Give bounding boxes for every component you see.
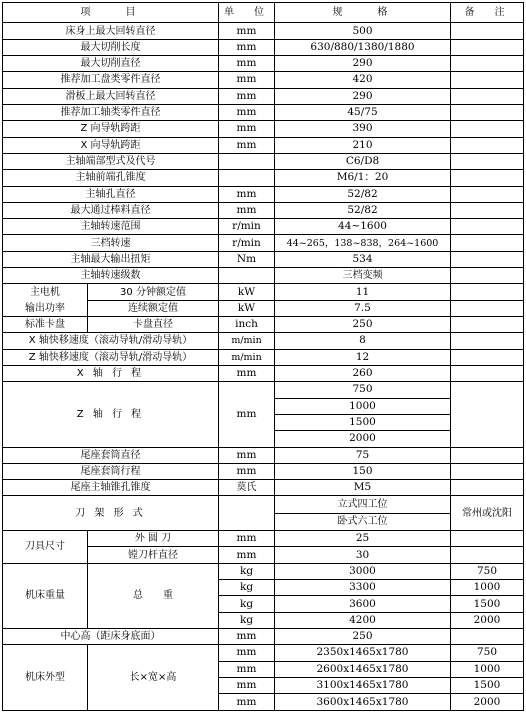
table-row	[3, 153, 524, 169]
row-unit: mm	[219, 186, 275, 202]
row-item: 主轴孔直径	[3, 186, 219, 202]
row-unit: r/min	[219, 235, 275, 251]
row-spec: 44~265，138~838，264~1600	[275, 235, 451, 251]
row-spec: 630/880/1380/1880	[275, 39, 451, 55]
row-spec: 390	[275, 121, 451, 137]
table-row	[3, 56, 524, 72]
row-remark	[451, 628, 524, 644]
row-remark	[451, 251, 524, 267]
row-spec: 52/82	[275, 202, 451, 218]
table-row	[3, 170, 524, 186]
row-remark	[451, 365, 524, 381]
motor-label-line-1: 主电机	[30, 286, 60, 298]
row-item: 中心高（距床身底面）	[3, 628, 219, 644]
row-remark	[451, 547, 524, 563]
row-remark	[451, 268, 524, 284]
row-unit	[219, 170, 275, 186]
row-spec: 420	[275, 72, 451, 88]
table-row	[3, 382, 524, 398]
row-item: 最大通过棒料直径	[3, 202, 219, 218]
row-unit: mm	[219, 202, 275, 218]
header-spec: 规 格	[275, 3, 451, 23]
row-remark: 1500	[451, 677, 524, 693]
z-travel-item: Z 轴 行 程	[3, 382, 219, 447]
row-remark	[451, 480, 524, 496]
turret-remark: 常州或沈阳	[451, 496, 524, 531]
row-item: 连续额定值	[88, 300, 219, 316]
table-row	[3, 219, 524, 235]
row-spec: 260	[275, 365, 451, 381]
row-remark	[451, 202, 524, 218]
row-unit: mm	[219, 56, 275, 72]
row-unit: mm	[219, 121, 275, 137]
row-unit: kW	[219, 284, 275, 300]
row-item: X 向导轨跨距	[3, 137, 219, 153]
row-spec: 2000	[275, 431, 451, 447]
row-spec: 750	[275, 382, 451, 398]
row-item: 滑板上最大回转直径	[3, 88, 219, 104]
row-remark: 750	[451, 563, 524, 579]
z-travel-unit: mm	[219, 382, 275, 447]
row-remark	[451, 300, 524, 316]
row-remark	[451, 447, 524, 463]
table-row	[3, 463, 524, 479]
table-row	[3, 628, 524, 644]
table-row	[3, 480, 524, 496]
row-spec: 534	[275, 251, 451, 267]
table-row	[3, 251, 524, 267]
row-unit: mm	[219, 39, 275, 55]
header-item: 项 目	[3, 3, 219, 23]
row-item: 30 分钟额定值	[88, 284, 219, 300]
table-row	[3, 235, 524, 251]
row-spec: 7.5	[275, 300, 451, 316]
row-spec: 1000	[275, 398, 451, 414]
row-item: 尾座套筒行程	[3, 463, 219, 479]
row-item: 推荐加工轴类零件直径	[3, 104, 219, 120]
row-item: 最大切削直径	[3, 56, 219, 72]
dims-item: 长×宽×高	[88, 645, 219, 711]
row-item: 主轴转速范围	[3, 219, 219, 235]
row-spec: 30	[275, 547, 451, 563]
row-spec: 3000	[275, 563, 451, 579]
row-unit: mm	[219, 694, 275, 711]
row-item: 主轴最大输出扭矩	[3, 251, 219, 267]
table-row	[3, 317, 524, 333]
table-row	[3, 23, 524, 39]
row-spec: 45/75	[275, 104, 451, 120]
row-unit: kW	[219, 300, 275, 316]
row-spec: 25	[275, 531, 451, 547]
row-item: 尾座主轴锥孔锥度	[3, 480, 219, 496]
row-unit: mm	[219, 547, 275, 563]
row-unit: mm	[219, 628, 275, 644]
row-item: 三档转速	[3, 235, 219, 251]
row-remark	[451, 88, 524, 104]
row-unit: mm	[219, 661, 275, 677]
row-spec: 210	[275, 137, 451, 153]
row-unit: mm	[219, 447, 275, 463]
row-item: X 轴 行 程	[3, 365, 219, 381]
table-row	[3, 333, 524, 349]
row-remark: 1500	[451, 596, 524, 612]
weight-item: 总 重	[88, 563, 219, 628]
row-remark	[451, 153, 524, 169]
row-item: Z 向导轨跨距	[3, 121, 219, 137]
row-remark	[451, 170, 524, 186]
row-item: 尾座套筒直径	[3, 447, 219, 463]
row-unit: kg	[219, 596, 275, 612]
row-unit: mm	[219, 23, 275, 39]
row-spec: C6/D8	[275, 153, 451, 169]
table-row	[3, 365, 524, 381]
row-spec: 290	[275, 88, 451, 104]
table-row	[3, 563, 524, 579]
table-row	[3, 284, 524, 300]
machine-weight-label: 机床重量	[3, 563, 88, 628]
row-item: 主轴端部型式及代号	[3, 153, 219, 169]
row-unit: mm	[219, 645, 275, 661]
row-unit: mm	[219, 88, 275, 104]
row-remark: 1000	[451, 661, 524, 677]
table-row	[3, 121, 524, 137]
row-unit: kg	[219, 580, 275, 596]
row-remark	[451, 317, 524, 333]
row-remark	[451, 349, 524, 365]
row-spec: 4200	[275, 612, 451, 628]
row-unit: m/min	[219, 349, 275, 365]
row-spec: 三档变频	[275, 268, 451, 284]
turret-unit	[219, 496, 275, 531]
row-spec: M6/1：20	[275, 170, 451, 186]
motor-label-line-2: 输出功率	[25, 302, 65, 314]
header-remark: 备 注	[451, 3, 524, 23]
row-unit: mm	[219, 463, 275, 479]
z-travel-remark	[451, 382, 524, 447]
row-unit: r/min	[219, 219, 275, 235]
row-spec: 52/82	[275, 186, 451, 202]
row-spec: 44~1600	[275, 219, 451, 235]
row-remark: 2000	[451, 694, 524, 711]
row-unit: inch	[219, 317, 275, 333]
row-unit: mm	[219, 531, 275, 547]
row-spec: 3100x1465x1780	[275, 677, 451, 693]
table-row	[3, 202, 524, 218]
row-remark	[451, 72, 524, 88]
table-row	[3, 349, 524, 365]
row-unit	[219, 268, 275, 284]
turret-item: 刀 架 形 式	[3, 496, 219, 531]
row-item: 床身上最大回转直径	[3, 23, 219, 39]
row-item: 卡盘直径	[88, 317, 219, 333]
row-item: X 轴快移速度（滚动导轨/滑动导轨）	[3, 333, 219, 349]
row-unit: Nm	[219, 251, 275, 267]
table-row	[3, 72, 524, 88]
table-header-row	[3, 3, 524, 23]
row-spec: 3300	[275, 580, 451, 596]
row-unit: mm	[219, 137, 275, 153]
row-spec: 150	[275, 463, 451, 479]
row-unit: kg	[219, 612, 275, 628]
row-remark	[451, 186, 524, 202]
table-row	[3, 137, 524, 153]
table-row	[3, 39, 524, 55]
row-spec: 250	[275, 317, 451, 333]
table-row	[3, 645, 524, 661]
row-remark: 750	[451, 645, 524, 661]
row-item: 最大切削长度	[3, 39, 219, 55]
row-item: 镗刀杆直径	[88, 547, 219, 563]
row-spec: M5	[275, 480, 451, 496]
row-remark: 1000	[451, 580, 524, 596]
row-unit: mm	[219, 72, 275, 88]
row-remark	[451, 121, 524, 137]
row-unit: mm	[219, 677, 275, 693]
row-remark: 2000	[451, 612, 524, 628]
row-spec: 2350x1465x1780	[275, 645, 451, 661]
table-row	[3, 186, 524, 202]
row-unit: m/min	[219, 333, 275, 349]
row-remark	[451, 463, 524, 479]
row-remark	[451, 137, 524, 153]
table-row	[3, 496, 524, 513]
row-spec: 3600x1465x1780	[275, 694, 451, 711]
table-row	[3, 88, 524, 104]
row-remark	[451, 23, 524, 39]
row-item: 主轴前端孔锥度	[3, 170, 219, 186]
row-unit	[219, 153, 275, 169]
row-remark	[451, 531, 524, 547]
machine-spec-table	[2, 2, 524, 711]
row-item: Z 轴快移速度（滚动导轨/滑动导轨）	[3, 349, 219, 365]
table-row	[3, 447, 524, 463]
motor-power-label	[3, 284, 88, 317]
row-spec: 8	[275, 333, 451, 349]
row-spec: 12	[275, 349, 451, 365]
row-remark	[451, 104, 524, 120]
tool-size-label: 刀具尺寸	[3, 531, 88, 564]
row-remark	[451, 333, 524, 349]
machine-outline-label: 机床外型	[3, 645, 88, 711]
row-spec: 立式四工位	[275, 496, 451, 513]
chuck-label: 标准卡盘	[3, 317, 88, 333]
row-remark	[451, 56, 524, 72]
row-remark	[451, 39, 524, 55]
row-spec: 290	[275, 56, 451, 72]
row-spec: 250	[275, 628, 451, 644]
table-row	[3, 531, 524, 547]
row-spec: 2600x1465x1780	[275, 661, 451, 677]
row-remark	[451, 219, 524, 235]
row-unit: 莫氏	[219, 480, 275, 496]
header-unit: 单 位	[219, 3, 275, 23]
row-item: 主轴转速级数	[3, 268, 219, 284]
row-item: 外 圆 刀	[88, 531, 219, 547]
row-remark	[451, 284, 524, 300]
table-row	[3, 268, 524, 284]
row-unit: mm	[219, 365, 275, 381]
row-spec: 11	[275, 284, 451, 300]
row-spec: 3600	[275, 596, 451, 612]
table-row	[3, 104, 524, 120]
row-item: 推荐加工盘类零件直径	[3, 72, 219, 88]
row-remark	[451, 235, 524, 251]
row-spec: 卧式六工位	[275, 513, 451, 530]
row-spec: 500	[275, 23, 451, 39]
row-spec: 75	[275, 447, 451, 463]
row-spec: 1500	[275, 414, 451, 430]
row-unit: mm	[219, 104, 275, 120]
row-unit: kg	[219, 563, 275, 579]
